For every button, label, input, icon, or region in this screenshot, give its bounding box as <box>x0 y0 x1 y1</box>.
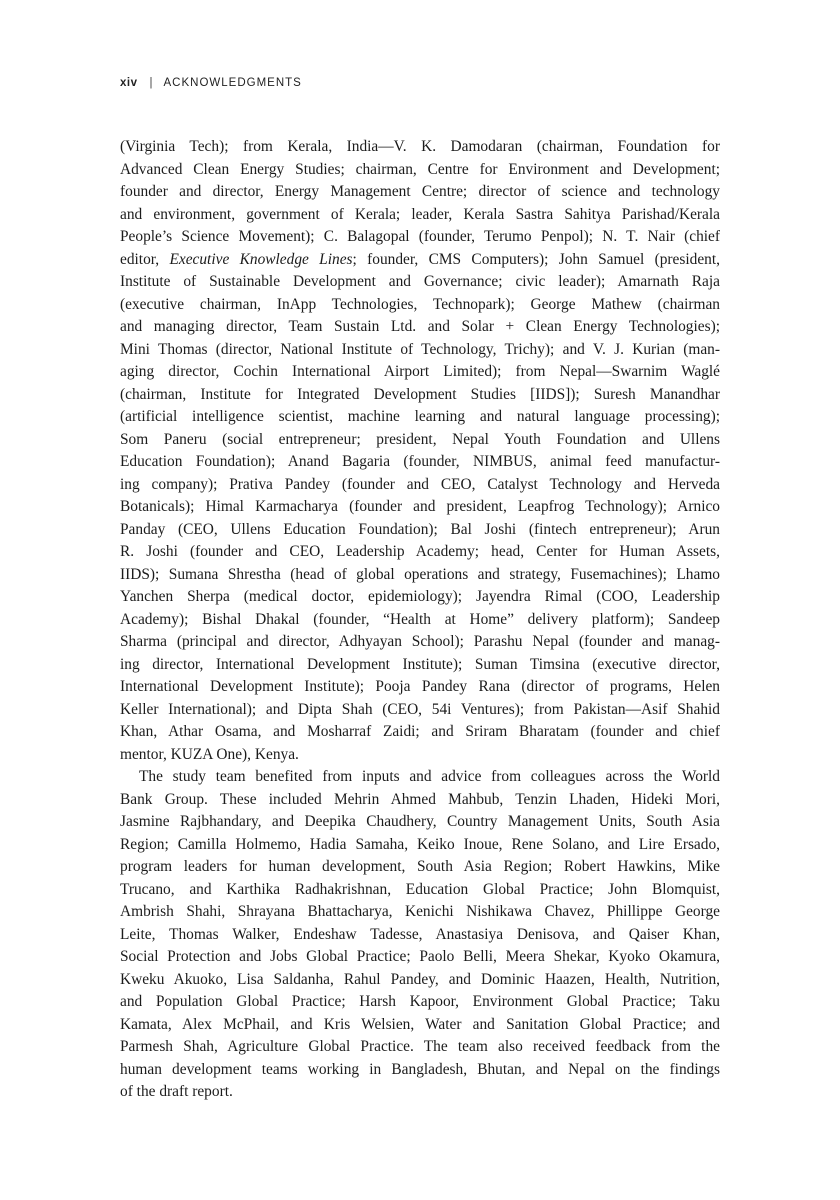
text-line: Som Paneru (social entrepreneur; president, Nepal Youth Foundation and Ullens <box>120 430 720 448</box>
text-line: ing director, International Development Institute); Suman Timsina (executive director, <box>120 655 720 673</box>
text-line: Khan, Athar Osama, and Mosharraf Zaidi; and Sriram Bharatam (founder and chief <box>120 723 720 740</box>
text-line: ing company); Prativa Pandey (founder and CEO, Catalyst Technology and Herveda <box>120 475 720 493</box>
text-line: mentor, KUZA One), Kenya. <box>120 745 299 763</box>
text-line: Parmesh Shah, Agriculture Global Practice. The team also received feedback from the <box>120 1038 720 1055</box>
text-line: Ambrish Shahi, Shrayana Bhattacharya, Kenichi Nishikawa Chavez, Phillippe George <box>120 903 720 920</box>
text-line: (Virginia Tech); from Kerala, India—V. K. Damodaran (chairman, Foundation for <box>120 138 720 155</box>
text-line: Institute of Sustainable Development and Governance; civic leader); Amarnath Raja <box>120 273 720 290</box>
text-line: Social Protection and Jobs Global Practice; Paolo Belli, Meera Shekar, Kyoko Okamura, <box>120 948 720 965</box>
text-line: Education Foundation); Anand Bagaria (founder, NIMBUS, animal feed manufactur- <box>120 453 720 470</box>
text-line: R. Joshi (founder and CEO, Leadership Academy; head, Center for Human Assets, <box>120 543 720 560</box>
text-line: (artificial intelligence scientist, machine learning and natural language processing); <box>120 408 720 425</box>
text-line: Advanced Clean Energy Studies; chairman, Centre for Environment and Development; <box>120 160 720 178</box>
text-line: Academy); Bishal Dhakal (founder, “Health at Home” delivery platform); Sandeep <box>120 610 720 628</box>
text-line: and Population Global Practice; Harsh Kapoor, Environment Global Practice; Taku <box>120 993 720 1010</box>
text-line <box>120 249 720 272</box>
text-run: ; founder, CMS Computers); John Samuel (president, <box>352 250 720 268</box>
running-head <box>120 77 302 89</box>
text-line: Sharma (principal and director, Adhyayan School); Parashu Nepal (founder and manag- <box>120 633 720 650</box>
text-line: Botanicals); Himal Karmacharya (founder and president, Leapfrog Technology); Arnico <box>120 498 720 515</box>
text-line: Trucano, and Karthika Radhakrishnan, Education Global Practice; John Blomquist, <box>120 880 720 898</box>
text-line: Kweku Akuoko, Lisa Saldanha, Rahul Pandey, and Dominic Haazen, Health, Nutrition, <box>120 970 720 988</box>
paragraph-1 <box>120 136 720 766</box>
text-line: International Development Institute); Pooja Pandey Rana (director of programs, Helen <box>120 678 720 695</box>
text-line: program leaders for human development, South Asia Region; Robert Hawkins, Mike <box>120 858 720 875</box>
text-line: Mini Thomas (director, National Institute of Technology, Trichy); and V. J. Kurian (man- <box>120 340 720 358</box>
text-line: Bank Group. These included Mehrin Ahmed Mahbub, Tenzin Lhaden, Hideki Mori, <box>120 790 720 808</box>
text-line: and managing director, Team Sustain Ltd. and Solar + Clean Energy Technologies); <box>120 318 720 335</box>
text-line: Yanchen Sherpa (medical doctor, epidemiology); Jayendra Rimal (COO, Leadership <box>120 588 720 605</box>
text-line: Kamata, Alex McPhail, and Kris Welsien, Water and Sanitation Global Practice; and <box>120 1015 720 1033</box>
italic-title: Executive Knowledge Lines <box>169 250 353 268</box>
header-separator: | <box>149 77 154 89</box>
text-line: Region; Camilla Holmemo, Hadia Samaha, Keiko Inoue, Rene Solano, and Lire Ersado, <box>120 835 720 853</box>
page-number: xiv <box>120 77 138 89</box>
text-line: founder and director, Energy Management Centre; director of science and technology <box>120 183 720 200</box>
text-line: People’s Science Movement); C. Balagopal (founder, Terumo Penpol); N. T. Nair (chief <box>120 228 720 245</box>
text-line: human development teams working in Bangladesh, Bhutan, and Nepal on the findings <box>120 1060 720 1078</box>
text-line: (chairman, Institute for Integrated Development Studies [IIDS]); Suresh Manandhar <box>120 385 720 403</box>
text-run: editor, <box>120 250 170 268</box>
text-line: Leite, Thomas Walker, Endeshaw Tadesse, Anastasiya Denisova, and Qaiser Khan, <box>120 925 720 943</box>
paragraph-2 <box>120 766 720 1104</box>
section-title: ACKNOWLEDGMENTS <box>163 77 302 89</box>
text-line: of the draft report. <box>120 1083 233 1100</box>
text-line: Keller International); and Dipta Shah (CEO, 54i Ventures); from Pakistan—Asif Shahid <box>120 700 720 718</box>
text-line: aging director, Cochin International Airport Limited); from Nepal—Swarnim Waglé <box>120 363 720 380</box>
text-line: and environment, government of Kerala; leader, Kerala Sastra Sahitya Parishad/Kerala <box>120 205 720 223</box>
body-text <box>120 136 720 1104</box>
text-line: Jasmine Rajbhandary, and Deepika Chaudhery, Country Management Units, South Asia <box>120 813 720 830</box>
text-line: The study team benefited from inputs and advice from colleagues across the World <box>139 768 720 785</box>
text-line: (executive chairman, InApp Technologies, Technopark); George Mathew (chairman <box>120 295 720 313</box>
text-line: Panday (CEO, Ullens Education Foundation); Bal Joshi (fintech entrepreneur); Arun <box>120 520 720 538</box>
text-line: IIDS); Sumana Shrestha (head of global operations and strategy, Fusemachines); Lhamo <box>120 565 720 583</box>
